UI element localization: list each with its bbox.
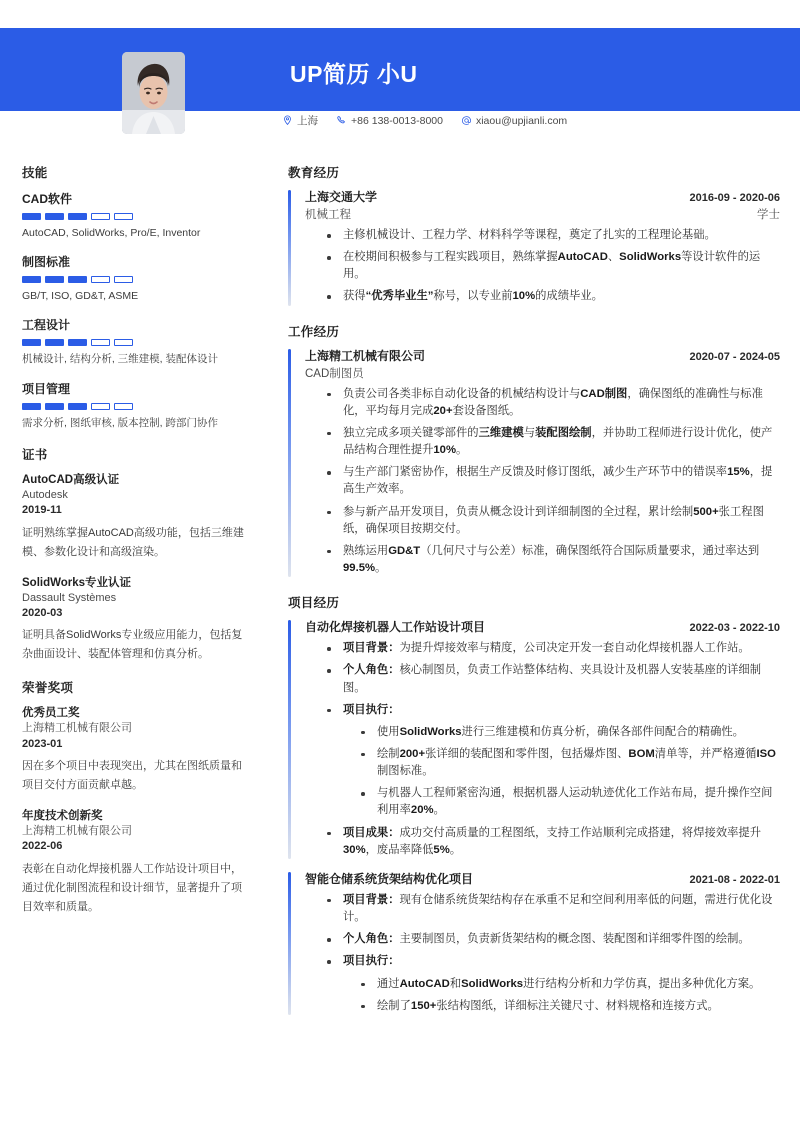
- skill-block: [22, 380, 250, 431]
- skill-level-segment: [91, 276, 110, 283]
- skill-name: 工程设计: [22, 318, 71, 333]
- sidebar-skills-section: [22, 163, 250, 431]
- entry-date: 2020-07 - 2024-05: [689, 350, 780, 363]
- list-item: [22, 705, 250, 795]
- entry-header: [305, 618, 780, 635]
- skill-level-bar: [22, 213, 250, 220]
- contact-phone: [336, 115, 443, 127]
- item-title: AutoCAD高级认证: [22, 473, 120, 486]
- entry-bullets: [305, 227, 780, 306]
- skill-level-segment: [91, 339, 110, 346]
- bullet-item: 项目背景：现有仓储系统货架结构存在承重不足和空间利用率低的问题，需进行优化设计。: [327, 892, 780, 926]
- phone-icon: [336, 115, 347, 126]
- skill-block: [22, 190, 250, 241]
- skill-level-segment: [68, 213, 87, 220]
- item-title: SolidWorks专业认证: [22, 576, 132, 589]
- bullet-item: 负责公司各类非标自动化设备的机械结构设计与CAD制图，确保图纸的准确性与标准化，平均每月完成20+套设备图纸。: [327, 386, 780, 420]
- skill-level-segment: [22, 213, 41, 220]
- skill-level-segment: [68, 339, 87, 346]
- contact-location: [282, 113, 318, 128]
- bullet-item: 与生产部门紧密协作，根据生产反馈及时修订图纸，减少生产环节中的错误率15%，提高生产效率。: [327, 464, 780, 498]
- skill-description: AutoCAD, SolidWorks, Pro/E, Inventor: [22, 227, 201, 239]
- education-entries: [288, 188, 780, 306]
- entry-bullets: [305, 386, 780, 578]
- project-date: 2021-08 - 2022-01: [689, 873, 780, 886]
- sub-bullet-item: 绘制200+张详细的装配图和零件图，包括爆炸图、BOM清单等，并严格遵循ISO制图标准。: [361, 746, 780, 780]
- item-issuer: Dassault Systèmes: [22, 591, 117, 604]
- bullet-item: 熟练运用GD&T（几何尺寸与公差）标准，确保图纸符合国际质量要求，通过率达到99.5%。: [327, 543, 780, 577]
- bullet-item: 参与新产品开发项目，负责从概念设计到详细制图的全过程，累计绘制500+张工程图纸，确保项目按期交付。: [327, 504, 780, 538]
- item-issuer: Autodesk: [22, 488, 68, 501]
- entry-header: [305, 347, 780, 364]
- skill-level-bar: [22, 339, 250, 346]
- item-title: 优秀员工奖: [22, 707, 80, 720]
- experience-entry: [288, 347, 780, 578]
- item-date: 2022-06: [22, 840, 63, 853]
- contact-location-value: 上海: [297, 115, 318, 127]
- item-issuer: 上海精工机械有限公司: [22, 722, 132, 735]
- work-title: 工作经历: [288, 324, 340, 339]
- skill-level-segment: [91, 403, 110, 410]
- location-pin-icon: [282, 115, 293, 126]
- project-name: 自动化焊接机器人工作站设计项目: [305, 620, 486, 635]
- entry-subheader: [305, 365, 780, 381]
- skill-level-segment: [22, 403, 41, 410]
- item-issuer: 上海精工机械有限公司: [22, 825, 132, 838]
- project-bullets: [305, 892, 780, 1015]
- project-date: 2022-03 - 2022-10: [689, 622, 780, 635]
- skill-level-segment: [45, 403, 64, 410]
- sidebar: [22, 163, 250, 931]
- item-title: 年度技术创新奖: [22, 809, 103, 822]
- skills-title: 技能: [22, 166, 48, 180]
- item-description: 因在多个项目中表现突出，尤其在图纸质量和项目交付方面贡献卓越。: [22, 760, 242, 792]
- certs-title: 证书: [22, 447, 48, 462]
- work-entries: [288, 347, 780, 578]
- bullet-item: 项目执行： 通过AutoCAD和SolidWorks进行结构分析和力学仿真，提出多种优化方案。 绘制了150+张结构图纸，详细标注关键尺寸、材料规格和连接方式。: [327, 953, 780, 1014]
- sidebar-awards-section: [22, 678, 250, 916]
- skill-description: 机械设计, 结构分析, 三维建模, 装配体设计: [22, 353, 219, 366]
- skill-level-segment: [45, 213, 64, 220]
- skill-block: [22, 316, 250, 367]
- skill-level-segment: [114, 276, 133, 283]
- skill-description: GB/T, ISO, GD&T, ASME: [22, 290, 139, 303]
- contact-bar: [282, 113, 567, 128]
- bullet-item: 个人角色：主要制图员，负责新货架结构的概念图、装配图和详细零件图的绘制。: [327, 931, 780, 948]
- contact-email: [461, 115, 567, 127]
- sub-bullets: [343, 976, 780, 1015]
- education-title: 教育经历: [288, 166, 340, 180]
- entry-header: [305, 188, 780, 205]
- bullet-item: 在校期间积极参与工程实践项目，熟练掌握AutoCAD、SolidWorks等设计软件的运用。: [327, 249, 780, 283]
- entry-degree: 学士: [757, 209, 780, 221]
- item-description: 证明熟练掌握AutoCAD高级功能，包括三维建模、参数化设计和高级渲染。: [22, 526, 244, 558]
- skill-name: 制图标准: [22, 255, 71, 270]
- entry-date: 2016-09 - 2020-06: [689, 192, 780, 204]
- skill-level-segment: [45, 276, 64, 283]
- skill-name: CAD软件: [22, 192, 72, 206]
- sub-bullet-item: 通过AutoCAD和SolidWorks进行结构分析和力学仿真，提出多种优化方案。: [361, 976, 780, 993]
- sub-bullet-item: 绘制了150+张结构图纸，详细标注关键尺寸、材料规格和连接方式。: [361, 998, 780, 1015]
- skill-level-segment: [68, 403, 87, 410]
- item-description: 表彰在自动化焊接机器人工作站设计项目中，通过优化制图流程和设计细节，显著提升了项目效率和质量。: [22, 862, 242, 913]
- project-name: 智能仓储系统货架结构优化项目: [305, 871, 474, 886]
- skill-level-segment: [45, 339, 64, 346]
- skills-list: [22, 190, 250, 431]
- main-content: [288, 163, 780, 1031]
- entry-subheader: [305, 206, 780, 222]
- bullet-item: 项目执行： 使用SolidWorks进行三维建模和仿真分析，确保各部件间配合的精确性。 绘制200+张详细的装配图和零件图，包括爆炸图、BOM清单等，并严格遵循ISO制图标准。 与机器人工程师紧密沟通，根据机器人运动轨迹优化工作站布局，提升操作空间利用率20%。: [327, 702, 780, 820]
- entry-role: 机械工程: [305, 209, 351, 221]
- item-date: 2023-01: [22, 737, 63, 750]
- email-at-icon: [461, 115, 472, 126]
- project-entry: [288, 870, 780, 1015]
- skill-level-bar: [22, 403, 250, 410]
- item-description: 证明具备SolidWorks专业级应用能力，包括复杂曲面设计、装配体管理和仿真分析。: [22, 629, 243, 661]
- entry-organization: 上海精工机械有限公司: [305, 348, 426, 363]
- sub-bullet-item: 与机器人工程师紧密沟通，根据机器人运动轨迹优化工作站布局，提升操作空间利用率20%。: [361, 785, 780, 819]
- experience-entry: [288, 188, 780, 306]
- skill-level-segment: [114, 403, 133, 410]
- skill-level-segment: [22, 339, 41, 346]
- skill-level-bar: [22, 276, 250, 283]
- sub-bullet-item: 使用SolidWorks进行三维建模和仿真分析，确保各部件间配合的精确性。: [361, 724, 780, 741]
- entry-organization: 上海交通大学: [305, 190, 378, 204]
- projects-title: 项目经历: [288, 596, 340, 611]
- contact-email-value: xiaou@upjianli.com: [475, 114, 568, 127]
- skill-block: [22, 253, 250, 304]
- bullet-item: 独立完成多项关键零部件的三维建模与装配图绘制，并协助工程师进行设计优化，使产品结构合理性提升10%。: [327, 425, 780, 459]
- education-section: [288, 163, 780, 306]
- work-section: [288, 322, 780, 578]
- skill-name: 项目管理: [22, 381, 71, 396]
- contact-phone-value: +86 138-0013-8000: [351, 114, 443, 127]
- item-date: 2020-03: [22, 607, 63, 620]
- item-date: 2019-11: [22, 504, 62, 517]
- page-title: UP简历 小U: [290, 61, 418, 87]
- list-item: [22, 575, 250, 665]
- project-entry: [288, 618, 780, 859]
- entry-role: CAD制图员: [305, 367, 364, 380]
- skill-level-segment: [91, 213, 110, 220]
- skill-description: 需求分析, 图纸审核, 版本控制, 跨部门协作: [22, 416, 219, 429]
- list-item: [22, 808, 250, 917]
- skill-level-segment: [114, 213, 133, 220]
- skill-level-segment: [22, 276, 41, 283]
- awards-list: [22, 705, 250, 916]
- awards-title: 荣誉奖项: [22, 681, 74, 696]
- bullet-item: 个人角色：核心制图员，负责工作站整体结构、夹具设计及机器人安装基座的详细制图。: [327, 662, 780, 696]
- list-item: [22, 472, 250, 562]
- sub-bullets: [343, 724, 780, 820]
- skill-level-segment: [68, 276, 87, 283]
- skill-level-segment: [114, 339, 133, 346]
- bullet-item: 获得“优秀毕业生”称号，以专业前10%的成绩毕业。: [327, 288, 780, 305]
- certs-list: [22, 472, 250, 664]
- bullet-item: 主修机械设计、工程力学、材料科学等课程，奠定了扎实的工程理论基础。: [327, 227, 780, 244]
- project-entries: [288, 618, 780, 1015]
- avatar: [122, 52, 185, 134]
- sidebar-certs-section: [22, 445, 250, 664]
- projects-section: [288, 593, 780, 1015]
- entry-header: [305, 870, 780, 887]
- bullet-item: 项目成果：成功交付高质量的工程图纸，支持工作站顺利完成搭建，将焊接效率提升30%，废品率降低5%。: [327, 825, 780, 859]
- bullet-item: 项目背景：为提升焊接效率与精度，公司决定开发一套自动化焊接机器人工作站。: [327, 640, 780, 657]
- project-bullets: [305, 640, 780, 859]
